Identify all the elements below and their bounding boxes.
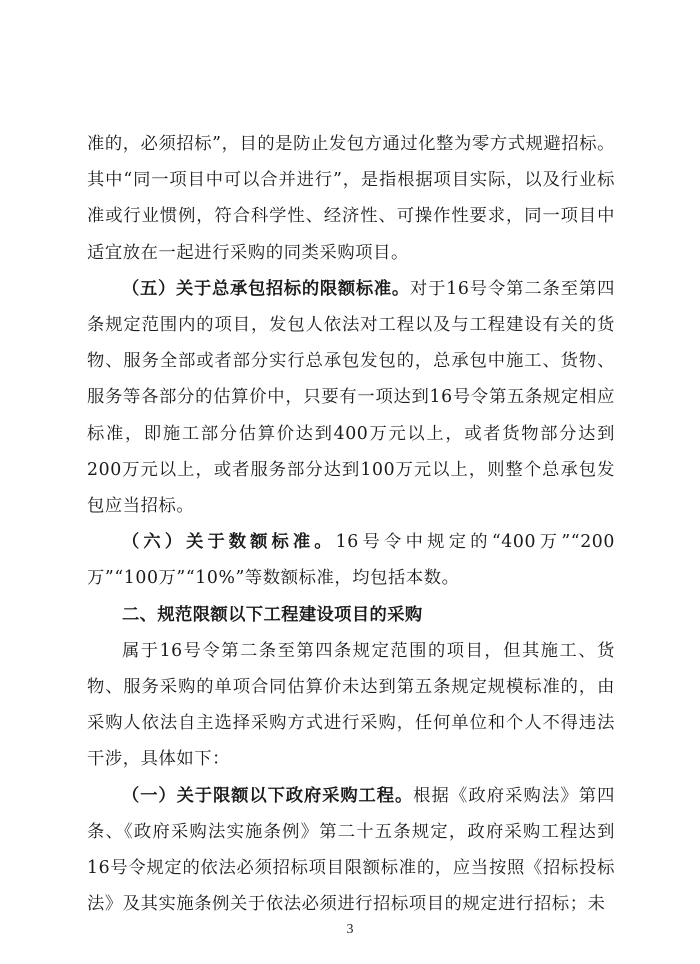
paragraph-amount-standard bbox=[87, 524, 615, 596]
section-heading bbox=[87, 597, 615, 633]
paragraph-below-threshold-intro bbox=[87, 633, 615, 778]
paragraph-government-procurement bbox=[87, 778, 615, 923]
paragraph-lead: （五）关于总承包招标的限额标准。 bbox=[122, 278, 410, 299]
paragraph-merge-explanation bbox=[87, 126, 615, 271]
paragraph-text: 16号令中规定的“400万”“200万”“100万”“10%”等数额标准，均包括本数。 bbox=[87, 532, 615, 589]
paragraph-text: 对于16号令第二条至第四条规定范围内的项目，发包人依法对工程以及与工程建设有关的货物、服务全部或者部分实行总承包发包的，总承包中施工、货物、服务等各部分的估算价中，只要有一项达到16号令第五条规定相应标准，即施工部分估算价达到400万元以上，或者货物部分达到200万元以上，或者服务部分达到100万元以上，则整个总承包发包应当招标。 bbox=[87, 278, 615, 517]
paragraph-general-contract-threshold bbox=[87, 271, 615, 524]
section-heading-text: 二、规范限额以下工程建设项目的采购 bbox=[122, 604, 423, 625]
page-number: 3 bbox=[346, 922, 354, 937]
paragraph-text: 根据《政府采购法》第四条、《政府采购法实施条例》第二十五条规定，政府采购工程达到16号令规定的依法必须招标项目限额标准的，应当按照《招标投标法》及其实施条例关于依法必须进行招标项目的规定进行招标；未 bbox=[87, 785, 616, 915]
document-body bbox=[87, 126, 615, 922]
paragraph-lead: （六）关于数额标准。 bbox=[122, 532, 336, 553]
paragraph-lead: （一）关于限额以下政府采购工程。 bbox=[122, 785, 414, 806]
paragraph-text: 属于16号令第二条至第四条规定范围的项目，但其施工、货物、服务采购的单项合同估算价未达到第五条规定规模标准的，由采购人依法自主选择采购方式进行采购，任何单位和个人不得违法干涉，具体如下： bbox=[87, 640, 615, 770]
paragraph-text: 准的，必须招标”，目的是防止发包方通过化整为零方式规避招标。其中“同一项目中可以合并进行”，是指根据项目实际，以及行业标准或行业惯例，符合科学性、经济性、可操作性要求，同一项目中适宜放在一起进行采购的同类采购项目。 bbox=[87, 134, 615, 263]
